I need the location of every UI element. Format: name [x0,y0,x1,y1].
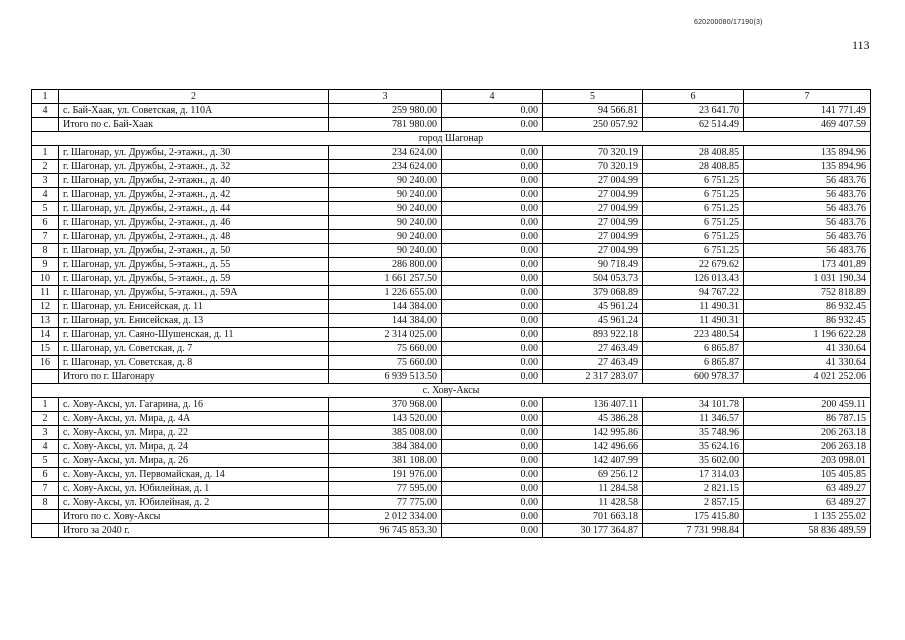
section-header-row [32,384,871,398]
total-cost-cell: 90 240.00 [329,216,442,230]
col5-value-cell: 45 386.28 [543,412,643,426]
row-number-cell: 1 [32,146,59,160]
fund-share-cell: 0.00 [442,482,543,496]
fund-share-cell: 0.00 [442,272,543,286]
row-number-cell: 5 [32,454,59,468]
fund-share-cell: 0.00 [442,342,543,356]
col7-value-cell: 200 459.11 [744,398,871,412]
row-number-cell: 13 [32,314,59,328]
fund-share-cell: 0.00 [442,160,543,174]
col6-value-cell: 11 490.31 [643,300,744,314]
address-cell: г. Шагонар, ул. Советская, д. 8 [59,356,329,370]
table-row [32,314,871,328]
total-cost-cell: 75 660.00 [329,356,442,370]
section-header-row [32,132,871,146]
col6-value-cell: 126 013.43 [643,272,744,286]
total-cost-cell: 143 520.00 [329,412,442,426]
col5-value-cell: 94 566.81 [543,104,643,118]
col5-value-cell: 70 320.19 [543,160,643,174]
row-number-cell: 4 [32,104,59,118]
col7-value-cell: 206 263.18 [744,440,871,454]
fund-share-cell: 0.00 [442,300,543,314]
col5-value-cell: 69 256.12 [543,468,643,482]
document-code: 620200080/17190(3) [694,19,763,26]
table-row [32,146,871,160]
col5-value-cell: 45 961.24 [543,314,643,328]
total-cost-cell: 144 384.00 [329,300,442,314]
col7-value-cell: 86 787.15 [744,412,871,426]
col5-value-cell: 27 463.49 [543,342,643,356]
table-row [32,356,871,370]
total-cost-cell: 1 661 257.50 [329,272,442,286]
fund-share-cell: 0.00 [442,398,543,412]
row-number-cell: 15 [32,342,59,356]
col6-value-cell: 223 480.54 [643,328,744,342]
row-number-cell: 14 [32,328,59,342]
table-row [32,160,871,174]
total-cost-cell: 381 108.00 [329,454,442,468]
col7-value-cell: 105 405.85 [744,468,871,482]
col6-value-cell: 6 751.25 [643,188,744,202]
col5-value-cell: 27 004.99 [543,188,643,202]
col7-value-cell: 1 031 190.34 [744,272,871,286]
total-row [32,510,871,524]
address-cell: г. Шагонар, ул. Дружбы, 2-этажн., д. 44 [59,202,329,216]
col7-value-cell: 56 483.76 [744,216,871,230]
col5-value-cell: 70 320.19 [543,146,643,160]
total-cost-cell: 384 384.00 [329,440,442,454]
col6-value-cell: 35 748.96 [643,426,744,440]
address-cell: г. Шагонар, ул. Дружбы, 5-этажн., д. 59 [59,272,329,286]
total-row [32,370,871,384]
total-cost-cell: 234 624.00 [329,146,442,160]
fund-share-cell: 0.00 [442,496,543,510]
col6-value-cell: 6 751.25 [643,174,744,188]
address-cell: г. Шагонар, ул. Саяно-Шушенская, д. 11 [59,328,329,342]
col6-value-cell: 6 751.25 [643,230,744,244]
table-row [32,454,871,468]
col5-value-cell: 142 407.99 [543,454,643,468]
total-cost-cell: 781 980.00 [329,118,442,132]
address-cell: с. Хову-Аксы, ул. Мира, д. 4А [59,412,329,426]
row-number-cell [32,524,59,538]
total-cost-cell: 191 976.00 [329,468,442,482]
address-cell: Итого за 2040 г. [59,524,329,538]
table-row [32,496,871,510]
column-number: 5 [543,90,643,104]
table-row [32,244,871,258]
col6-value-cell: 17 314.03 [643,468,744,482]
total-row [32,118,871,132]
column-number: 4 [442,90,543,104]
fund-share-cell: 0.00 [442,258,543,272]
col7-value-cell: 4 021 252.06 [744,370,871,384]
address-cell: Итого по с. Бай-Хаак [59,118,329,132]
total-cost-cell: 90 240.00 [329,188,442,202]
col6-value-cell: 35 602.00 [643,454,744,468]
total-cost-cell: 96 745 853.30 [329,524,442,538]
col7-value-cell: 1 135 255.02 [744,510,871,524]
total-cost-cell: 77 775.00 [329,496,442,510]
fund-share-cell: 0.00 [442,104,543,118]
col5-value-cell: 2 317 283.07 [543,370,643,384]
table-row [32,468,871,482]
fund-share-cell: 0.00 [442,174,543,188]
row-number-cell [32,510,59,524]
address-cell: г. Шагонар, ул. Енисейская, д. 13 [59,314,329,328]
total-cost-cell: 286 800.00 [329,258,442,272]
row-number-cell: 11 [32,286,59,300]
table-row [32,328,871,342]
table-row [32,230,871,244]
col5-value-cell: 379 068.89 [543,286,643,300]
col7-value-cell: 752 818.89 [744,286,871,300]
address-cell: Итого по с. Хову-Аксы [59,510,329,524]
row-number-cell: 8 [32,244,59,258]
table-row [32,272,871,286]
table-row [32,398,871,412]
col5-value-cell: 136 407.11 [543,398,643,412]
row-number-cell: 12 [32,300,59,314]
row-number-cell: 7 [32,230,59,244]
total-cost-cell: 2 012 334.00 [329,510,442,524]
col5-value-cell: 27 463.49 [543,356,643,370]
table-row [32,482,871,496]
table-row [32,216,871,230]
row-number-cell: 8 [32,496,59,510]
row-number-cell: 1 [32,398,59,412]
total-cost-cell: 90 240.00 [329,174,442,188]
address-cell: г. Шагонар, ул. Енисейская, д. 11 [59,300,329,314]
address-cell: с. Хову-Аксы, ул. Юбилейная, д. 1 [59,482,329,496]
col5-value-cell: 27 004.99 [543,174,643,188]
col5-value-cell: 142 496.66 [543,440,643,454]
col7-value-cell: 58 836 489.59 [744,524,871,538]
fund-share-cell: 0.00 [442,524,543,538]
col7-value-cell: 86 932.45 [744,300,871,314]
col6-value-cell: 11 346.57 [643,412,744,426]
fund-share-cell: 0.00 [442,230,543,244]
address-cell: с. Хову-Аксы, ул. Юбилейная, д. 2 [59,496,329,510]
col7-value-cell: 469 407.59 [744,118,871,132]
col7-value-cell: 41 330.64 [744,356,871,370]
col6-value-cell: 35 624.16 [643,440,744,454]
address-cell: с. Бай-Хаак, ул. Советская, д. 110А [59,104,329,118]
address-cell: г. Шагонар, ул. Дружбы, 2-этажн., д. 32 [59,160,329,174]
fund-share-cell: 0.00 [442,202,543,216]
address-cell: г. Шагонар, ул. Дружбы, 5-этажн., д. 59А [59,286,329,300]
row-number-cell: 9 [32,258,59,272]
col5-value-cell: 142 995.86 [543,426,643,440]
fund-share-cell: 0.00 [442,356,543,370]
fund-share-cell: 0.00 [442,118,543,132]
address-cell: г. Шагонар, ул. Дружбы, 2-этажн., д. 46 [59,216,329,230]
total-cost-cell: 2 314 025.00 [329,328,442,342]
fund-share-cell: 0.00 [442,468,543,482]
col6-value-cell: 23 641.70 [643,104,744,118]
total-cost-cell: 144 384.00 [329,314,442,328]
address-cell: с. Хову-Аксы, ул. Мира, д. 26 [59,454,329,468]
col6-value-cell: 6 751.25 [643,202,744,216]
table-row [32,258,871,272]
fund-share-cell: 0.00 [442,314,543,328]
col5-value-cell: 27 004.99 [543,202,643,216]
col5-value-cell: 27 004.99 [543,230,643,244]
col7-value-cell: 203 098.01 [744,454,871,468]
column-number: 6 [643,90,744,104]
column-number: 7 [744,90,871,104]
address-cell: г. Шагонар, ул. Дружбы, 2-этажн., д. 50 [59,244,329,258]
col5-value-cell: 11 428.58 [543,496,643,510]
col6-value-cell: 7 731 998.84 [643,524,744,538]
address-cell: с. Хову-Аксы, ул. Гагарина, д. 16 [59,398,329,412]
address-cell: г. Шагонар, ул. Дружбы, 2-этажн., д. 30 [59,146,329,160]
fund-share-cell: 0.00 [442,510,543,524]
fund-share-cell: 0.00 [442,216,543,230]
row-number-cell: 6 [32,216,59,230]
col7-value-cell: 41 330.64 [744,342,871,356]
col7-value-cell: 56 483.76 [744,174,871,188]
fund-share-cell: 0.00 [442,244,543,258]
total-cost-cell: 75 660.00 [329,342,442,356]
address-cell: г. Шагонар, ул. Советская, д. 7 [59,342,329,356]
table-row [32,412,871,426]
fund-share-cell: 0.00 [442,146,543,160]
col7-value-cell: 63 489.27 [744,482,871,496]
column-number: 3 [329,90,442,104]
address-cell: г. Шагонар, ул. Дружбы, 2-этажн., д. 40 [59,174,329,188]
table-row [32,426,871,440]
col6-value-cell: 6 751.25 [643,244,744,258]
col5-value-cell: 90 718.49 [543,258,643,272]
address-cell: с. Хову-Аксы, ул. Первомайская, д. 14 [59,468,329,482]
col7-value-cell: 206 263.18 [744,426,871,440]
table-row [32,202,871,216]
fund-share-cell: 0.00 [442,286,543,300]
col5-value-cell: 27 004.99 [543,244,643,258]
col5-value-cell: 504 053.73 [543,272,643,286]
col7-value-cell: 173 401.89 [744,258,871,272]
total-cost-cell: 90 240.00 [329,230,442,244]
fund-share-cell: 0.00 [442,426,543,440]
total-cost-cell: 77 595.00 [329,482,442,496]
table-row [32,188,871,202]
fund-share-cell: 0.00 [442,412,543,426]
col6-value-cell: 6 751.25 [643,216,744,230]
col6-value-cell: 94 767.22 [643,286,744,300]
col6-value-cell: 11 490.31 [643,314,744,328]
col6-value-cell: 34 101.78 [643,398,744,412]
table-row [32,440,871,454]
row-number-cell [32,118,59,132]
col5-value-cell: 250 057.92 [543,118,643,132]
total-cost-cell: 90 240.00 [329,202,442,216]
total-cost-cell: 370 968.00 [329,398,442,412]
fund-share-cell: 0.00 [442,454,543,468]
page-number: 113 [852,38,870,52]
row-number-cell: 4 [32,188,59,202]
table-row [32,286,871,300]
col7-value-cell: 1 196 622.28 [744,328,871,342]
section-title: город Шагонар [32,132,871,146]
total-cost-cell: 385 008.00 [329,426,442,440]
row-number-cell: 3 [32,174,59,188]
col7-value-cell: 56 483.76 [744,188,871,202]
fund-share-cell: 0.00 [442,440,543,454]
col7-value-cell: 56 483.76 [744,244,871,258]
total-cost-cell: 259 980.00 [329,104,442,118]
total-cost-cell: 1 226 655.00 [329,286,442,300]
table-row [32,300,871,314]
row-number-cell: 7 [32,482,59,496]
col7-value-cell: 56 483.76 [744,202,871,216]
total-cost-cell: 234 624.00 [329,160,442,174]
row-number-cell: 5 [32,202,59,216]
col7-value-cell: 135 894.96 [744,160,871,174]
col6-value-cell: 2 857.15 [643,496,744,510]
col6-value-cell: 6 865.87 [643,342,744,356]
col7-value-cell: 135 894.96 [744,146,871,160]
table-row [32,174,871,188]
col7-value-cell: 141 771.49 [744,104,871,118]
table-row [32,104,871,118]
col5-value-cell: 27 004.99 [543,216,643,230]
col6-value-cell: 600 978.37 [643,370,744,384]
col6-value-cell: 6 865.87 [643,356,744,370]
row-number-cell: 10 [32,272,59,286]
total-cost-cell: 6 939 513.50 [329,370,442,384]
col7-value-cell: 86 932.45 [744,314,871,328]
col5-value-cell: 893 922.18 [543,328,643,342]
col5-value-cell: 45 961.24 [543,300,643,314]
col7-value-cell: 63 489.27 [744,496,871,510]
address-cell: г. Шагонар, ул. Дружбы, 5-этажн., д. 55 [59,258,329,272]
address-cell: Итого по г. Шагонару [59,370,329,384]
col5-value-cell: 701 663.18 [543,510,643,524]
col6-value-cell: 28 408.85 [643,146,744,160]
column-number: 2 [59,90,329,104]
address-cell: с. Хову-Аксы, ул. Мира, д. 22 [59,426,329,440]
col5-value-cell: 30 177 364.87 [543,524,643,538]
col7-value-cell: 56 483.76 [744,230,871,244]
row-number-cell: 16 [32,356,59,370]
col6-value-cell: 28 408.85 [643,160,744,174]
section-title: с. Хову-Аксы [32,384,871,398]
fund-share-cell: 0.00 [442,328,543,342]
row-number-cell: 2 [32,160,59,174]
fund-share-cell: 0.00 [442,188,543,202]
total-cost-cell: 90 240.00 [329,244,442,258]
table-row [32,342,871,356]
address-cell: г. Шагонар, ул. Дружбы, 2-этажн., д. 48 [59,230,329,244]
housing-repair-table [31,89,871,538]
row-number-cell [32,370,59,384]
address-cell: с. Хову-Аксы, ул. Мира, д. 24 [59,440,329,454]
col5-value-cell: 11 284.58 [543,482,643,496]
row-number-cell: 4 [32,440,59,454]
row-number-cell: 2 [32,412,59,426]
table-body [32,90,871,538]
col6-value-cell: 2 821.15 [643,482,744,496]
column-number: 1 [32,90,59,104]
col6-value-cell: 22 679.62 [643,258,744,272]
total-row [32,524,871,538]
row-number-cell: 3 [32,426,59,440]
col6-value-cell: 175 415.80 [643,510,744,524]
fund-share-cell: 0.00 [442,370,543,384]
address-cell: г. Шагонар, ул. Дружбы, 2-этажн., д. 42 [59,188,329,202]
row-number-cell: 6 [32,468,59,482]
col6-value-cell: 62 514.49 [643,118,744,132]
column-number-row [32,90,871,104]
